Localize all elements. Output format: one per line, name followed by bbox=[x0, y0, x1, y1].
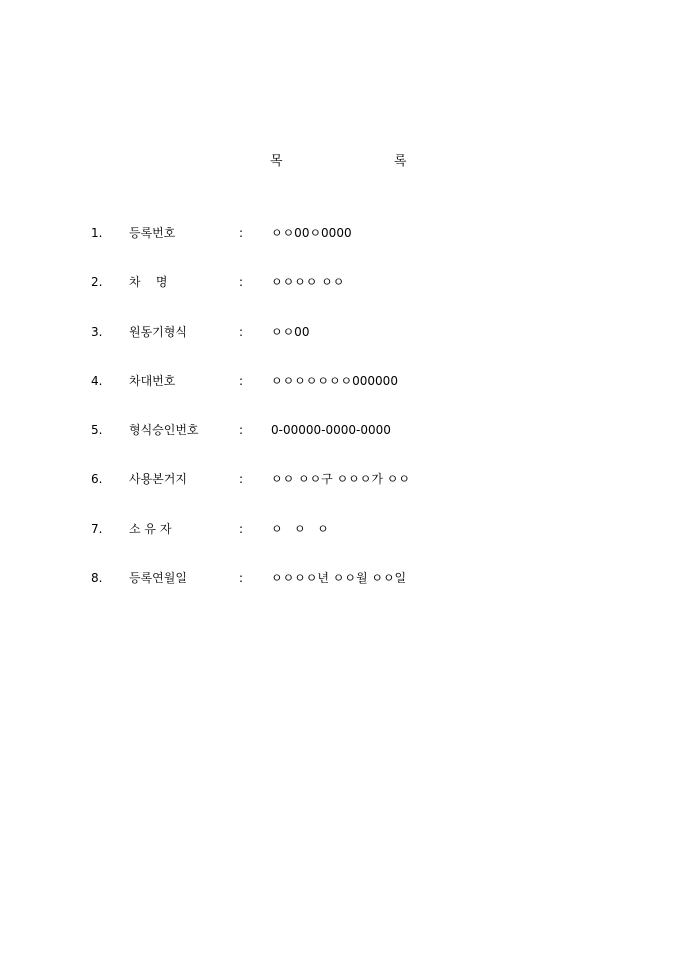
item-value: ㅇㅇㅇㅇ ㅇㅇ bbox=[271, 275, 345, 290]
item-value: ㅇㅇ00 bbox=[271, 324, 310, 339]
item-colon: : bbox=[239, 373, 244, 388]
item-label: 소 유 자 bbox=[129, 521, 172, 536]
item-label: 형식승인번호 bbox=[129, 423, 199, 438]
item-number: 3. bbox=[91, 324, 103, 339]
list-item bbox=[0, 372, 680, 421]
item-label: 차대번호 bbox=[129, 373, 176, 388]
list-item bbox=[0, 323, 680, 372]
title-char-1: 목 bbox=[270, 154, 283, 169]
item-list bbox=[0, 224, 680, 618]
title-char-2: 록 bbox=[394, 154, 407, 169]
list-item bbox=[0, 224, 680, 273]
item-label: 등록연월일 bbox=[129, 571, 187, 586]
item-value: ㅇㅇㅇㅇ년 ㅇㅇ월 ㅇㅇ일 bbox=[271, 571, 407, 586]
list-item bbox=[0, 569, 680, 618]
item-number: 7. bbox=[91, 521, 103, 536]
document-title bbox=[0, 150, 680, 168]
list-item bbox=[0, 520, 680, 569]
list-item bbox=[0, 421, 680, 470]
item-label: 원동기형식 bbox=[129, 324, 187, 339]
item-colon: : bbox=[239, 275, 244, 290]
item-number: 8. bbox=[91, 571, 103, 586]
item-value: 0-00000-0000-0000 bbox=[271, 423, 391, 438]
item-number: 5. bbox=[91, 423, 103, 438]
item-colon: : bbox=[239, 226, 244, 240]
item-value: ㅇㅇ ㅇㅇ구 ㅇㅇㅇ가 ㅇㅇ bbox=[271, 472, 410, 487]
item-number: 4. bbox=[91, 373, 103, 388]
item-value: ㅇ ㅇ ㅇ bbox=[271, 521, 329, 536]
item-label: 사용본거지 bbox=[129, 472, 187, 487]
item-number: 1. bbox=[91, 226, 103, 240]
item-value: ㅇㅇ00ㅇ0000 bbox=[271, 226, 352, 240]
item-colon: : bbox=[239, 472, 244, 487]
item-colon: : bbox=[239, 521, 244, 536]
item-colon: : bbox=[239, 324, 244, 339]
item-label: 등록번호 bbox=[129, 226, 176, 240]
item-number: 6. bbox=[91, 472, 103, 487]
item-value: ㅇㅇㅇㅇㅇㅇㅇ000000 bbox=[271, 373, 398, 388]
item-colon: : bbox=[239, 571, 244, 586]
list-item bbox=[0, 273, 680, 322]
item-colon: : bbox=[239, 423, 244, 438]
item-label: 차 명 bbox=[129, 275, 168, 290]
item-number: 2. bbox=[91, 275, 103, 290]
list-item bbox=[0, 470, 680, 519]
